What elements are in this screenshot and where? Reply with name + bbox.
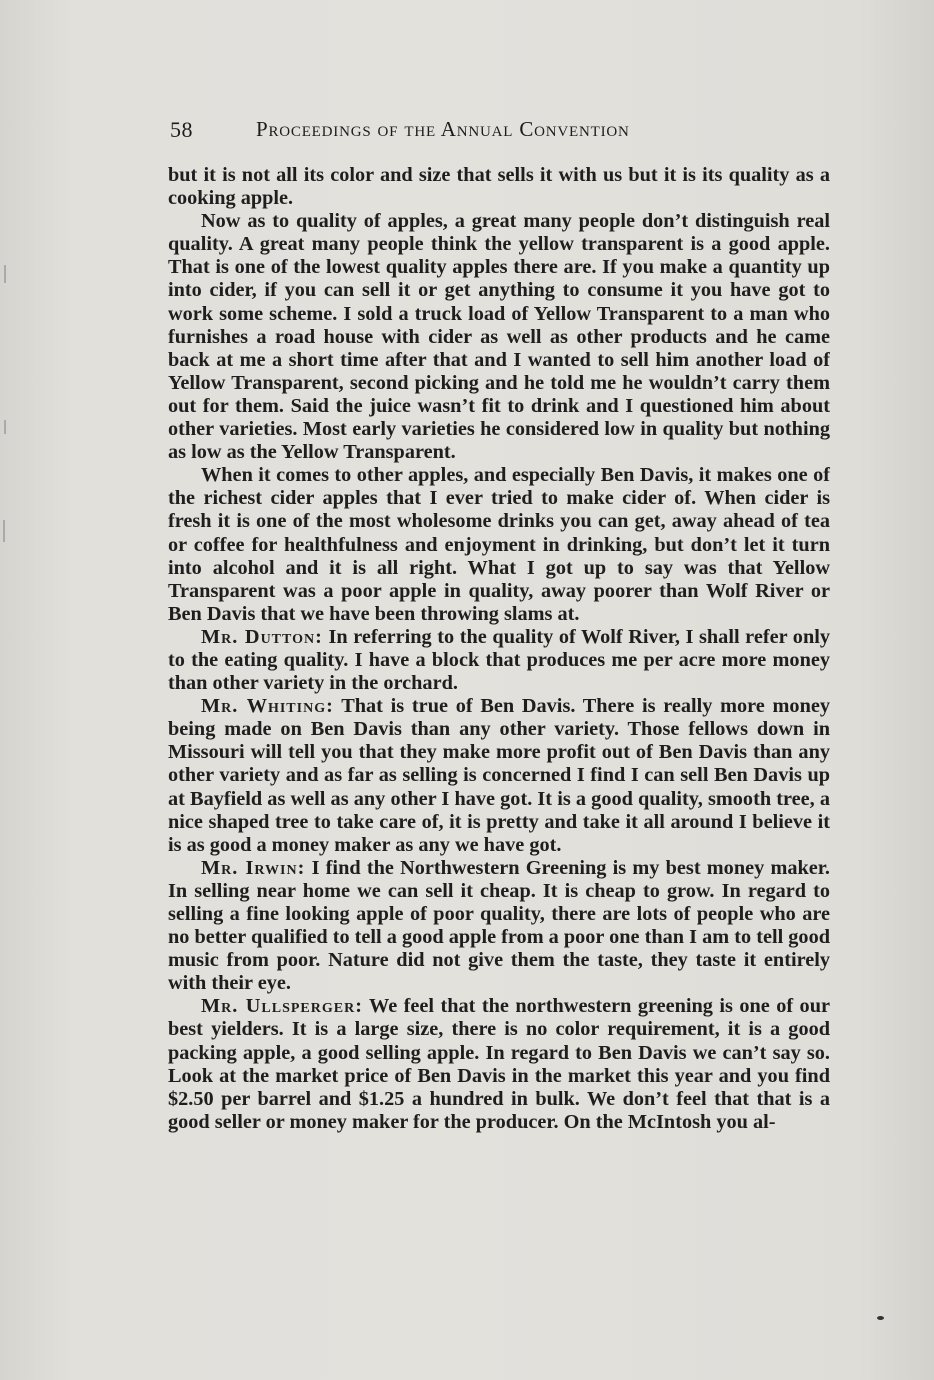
paragraph-text: I find the Northwestern Greening is my best money maker. In selling near home we can sell it cheap. It is cheap to grow. In regard to selling a fine looking apple of poor quality, there are lots of people who are no better qualified to tell a good apple from a poor one than I am to tell good music from poor. Nature did not give them the taste, they taste it entirely with their eye. — [168, 856, 830, 995]
paragraph — [168, 464, 830, 626]
speaker-name: Mr. Ullsperger: — [201, 995, 363, 1018]
paragraph — [168, 164, 830, 210]
paragraph — [168, 995, 830, 1134]
page-header — [170, 117, 830, 147]
paragraph — [168, 857, 830, 996]
ink-speck — [877, 1316, 884, 1320]
paragraph-text: but it is not all its color and size that sells it with us but it is its quality as a cooking apple. — [168, 164, 830, 210]
paragraph-text: When it comes to other apples, and especially Ben Davis, it makes one of the richest cider apples that I ever tried to make cider of. When cider is fresh it is one of the most wholesome drinks you can get, away ahead of tea or coffee for healthfulness and enjoyment in drinking, but don’t let it turn into alcohol and it is all right. What I got up to say was that Yellow Transparent was a poor apple in quality, away poorer than Wolf River or Ben Davis that we have been throwing slams at. — [168, 464, 830, 625]
paragraph — [168, 626, 830, 695]
page-edge-mark — [4, 420, 6, 434]
speaker-name: Mr. Whiting: — [201, 695, 334, 718]
paragraph-text: Now as to quality of apples, a great many people don’t distinguish real quality. A great many people think the yellow transparent is a good apple. That is one of the lowest quality apples there are. If you make a quantity up into cider, if you can sell it or get anything to consume it you have got to work some scheme. I sold a truck load of Yellow Transparent to a man who furnishes a road house with cider as well as other products and he came back at me a short time after that and I wanted to sell him another load of Yellow Transparent, second picking and he told me he wouldn’t carry them out for them. Said the juice wasn’t fit to drink and I questioned him about other varieties. Most early varieties he considered low in quality but nothing as low as the Yellow Transparent. — [168, 210, 830, 464]
paragraph-text: In referring to the quality of Wolf River, I shall refer only to the eating quality. I have a block that produces me per acre more money than other variety in the orchard. — [168, 625, 830, 695]
body-text — [168, 164, 830, 1264]
paragraph — [168, 695, 830, 857]
speaker-name: Mr. Dutton: — [201, 625, 323, 648]
page-edge-mark — [4, 265, 6, 283]
page-number: 58 — [170, 117, 193, 142]
paragraph-text: We feel that the northwestern greening is one of our best yielders. It is a large size, there is no color requirement, it is a good packing apple, a good selling apple. In regard to Ben Davis we can’t say so. Look at the market price of Ben Davis in the market this year and you find $2.50 per barrel and $1.25 a hundred in bulk. We don’t feel that that is a good seller or money maker for the producer. On the McIntosh you al- — [168, 995, 830, 1133]
paragraph — [168, 210, 830, 464]
running-head: Proceedings of the Annual Convention — [256, 117, 630, 141]
paragraph-text: That is true of Ben Davis. There is really more money being made on Ben Davis than any other variety. Those fellows down in Missouri will tell you that they make more profit out of Ben Davis than any other variety and as far as selling is concerned I find I can sell Ben Davis up at Bayfield as well as any other I have got. It is a good quality, smooth tree, a nice shaped tree to take care of, it is pretty and take it all around I believe it is as good a money maker as any we have got. — [168, 695, 830, 856]
speaker-name: Mr. Irwin: — [201, 856, 306, 879]
page-edge-mark — [3, 520, 5, 542]
